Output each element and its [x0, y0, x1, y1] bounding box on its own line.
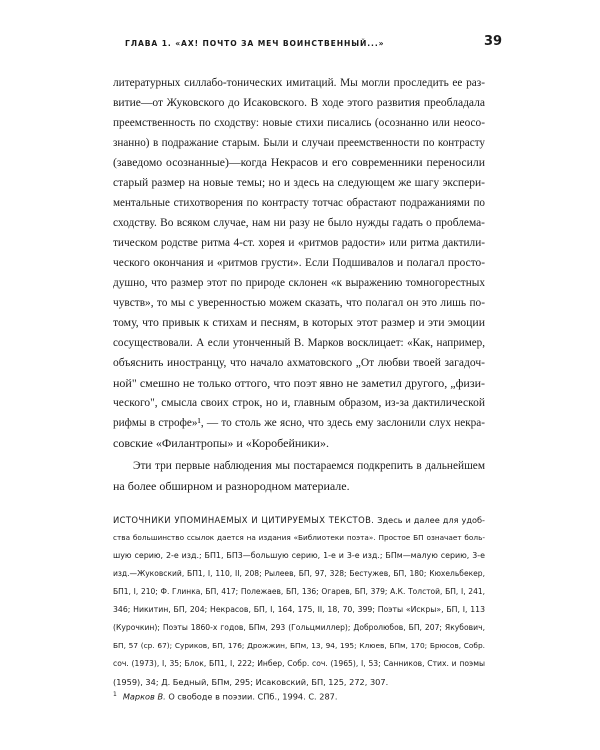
sources-line: соч. (1973), I, 35; Блок, БП1, I, 222; Инбер, Собр. соч. (1965), I, 53; Санников, Стих. и поэмы [113, 659, 485, 668]
body-line: душно, что размер этот по природе склонен «к выражению томногорестных [113, 277, 485, 289]
sources-line: БП, 57 (ср. 67); Суриков, БП, 176; Дрожжин, БПм, 13, 94, 195; Клюев, БПм, 170; Брюсов, Собр. [113, 641, 485, 650]
footnote-text: О свободе в поэзии. СПб., 1994. С. 287. [168, 691, 338, 702]
body-line: витие—от Жуковского до Исаковского. В ходе этого развития преобладала [113, 97, 485, 109]
body-line: совские «Филантропы» и «Коробейники». [113, 436, 329, 450]
body-line: рифмы в строфе»¹, — то столь же ясно, что здесь ему заслонили слух некра- [113, 417, 485, 429]
sources-line-text: Здесь и далее для удоб- [377, 515, 485, 525]
body-line: ментальные стихотворения по контрасту тотчас обрастают подражаниями по [113, 197, 485, 209]
sources-line: шую серию, 2-е изд.; БП1, БП3—большую серию, 1-е и 3-е изд.; БПм—малую серию, 3-е [113, 551, 485, 560]
body-line: (заведомо осознанные)—когда Некрасов и его современники переносили [113, 156, 485, 169]
footnote-author: Марков В. [122, 691, 166, 702]
sources-line: (Курочкин); Поэты 1860-х годов, БПм, 293 (Гольцмиллер); Добролюбов, БП, 207; Якубович, [113, 623, 485, 632]
sources-line: БП1, I, 210; Ф. Глинка, БП, 417; Полежаев, БП, 136; Огарев, БП, 379; А.К. Толстой, БП, I, 241, [113, 587, 485, 596]
body-line: старый размер на новые темы; но и здесь на следующем же шагу экспери- [113, 177, 485, 189]
body-line: знанно) в подражание старым. Были и случаи преемственности по контрасту [113, 137, 485, 149]
body-line: преемственность по сходству: новые стихи писались (осознанно или неосо- [113, 117, 485, 129]
sources-line: (1959), 34; Д. Бедный, БПм, 295; Исаковский, БП, 125, 272, 307. [113, 677, 389, 687]
body-line: сосуществовали. А если утонченный В. Марков восклицает: «Как, например, [113, 337, 485, 349]
footnote-mark: 1 [113, 691, 117, 698]
body-line: Эти три первые наблюдения мы постараемся подкрепить в дальнейшем [133, 460, 485, 472]
body-line: объяснить иностранцу, что начало ахматовского „От любви твоей загадоч- [113, 357, 485, 369]
body-line: ной" смешно не только оттого, что поэт явно не заметил другого, „физи- [113, 376, 485, 390]
sources-first-line [113, 511, 485, 529]
sources-line: изд.—Жуковский, БП1, I, 110, II, 208; Рылеев, БП, 97, 328; Бестужев, БП, 180; Кюхельбекер, [113, 569, 485, 578]
body-line: литературных силлабо-тонических имитаций. Мы могли проследить ее раз- [113, 77, 485, 89]
body-line: сходству. Во всяком случае, нам ни разу не было нужды гадать о проблема- [113, 217, 485, 229]
running-head: ГЛАВА 1. «АХ! ПОЧТО ЗА МЕЧ ВОИНСТВЕННЫЙ...» [125, 39, 385, 48]
body-line: тическом родстве ритма 4-ст. хорея и «ритмов радости» или ритма дактили- [113, 237, 485, 249]
footnote [113, 691, 485, 702]
body-line: ческого окончания и «ритмов грусти». Если Подшивалов и полагал просто- [113, 257, 485, 269]
body-line: чувств», то мы с уверенностью можем сказать, что полагал он это лишь по- [113, 297, 485, 309]
sources-line: ства большинство ссылок дается на издания «Библиотеки поэта». Простое БП означает боль- [113, 533, 485, 542]
body-line: ческого", смысла своих строк, но и, главным образом, из-за дактилической [113, 397, 485, 409]
sources-heading: ИСТОЧНИКИ УПОМИНАЕМЫХ И ЦИТИРУЕМЫХ ТЕКСТОВ. [113, 515, 375, 525]
sources-line: 346; Никитин, БП, 204; Некрасов, БП, I, 164, 175, II, 18, 70, 399; Поэты «Искры», БП, I, 113 [113, 605, 485, 614]
body-line: тому, что привык к стихам и песням, в которых этот размер и эти эмоции [113, 316, 485, 329]
page-number: 39 [484, 34, 503, 49]
body-line: на более обширном и разнородном материале. [113, 479, 350, 493]
